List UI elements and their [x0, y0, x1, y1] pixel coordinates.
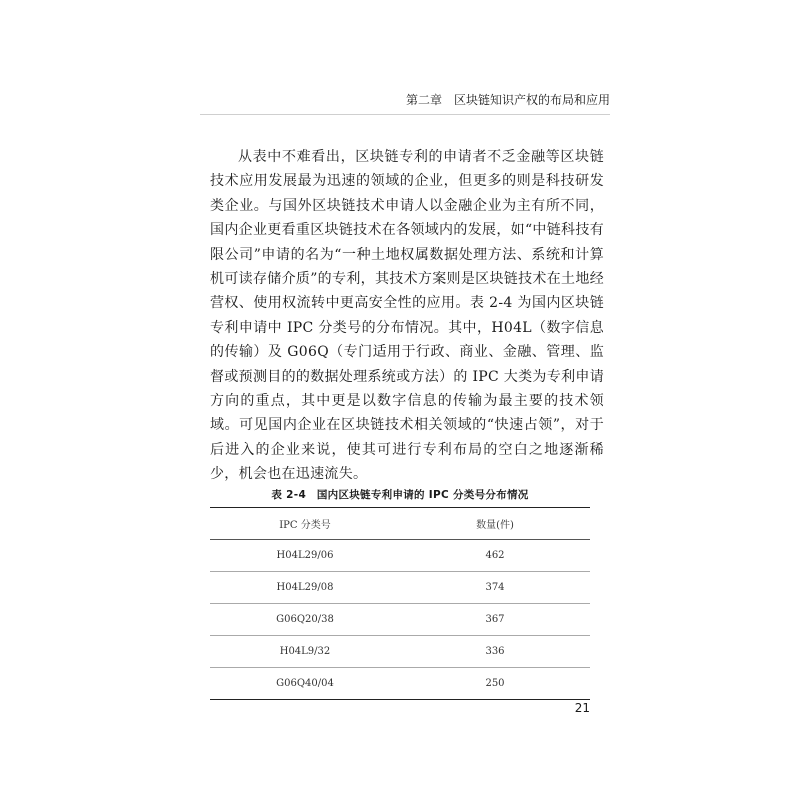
table-row: [210, 572, 590, 604]
running-header: 第二章 区块链知识产权的布局和应用: [405, 93, 610, 107]
table-caption: 表 2-4 国内区块链专利申请的 IPC 分类号分布情况: [271, 489, 529, 501]
header-rule: [200, 114, 610, 115]
ipc-distribution-table: [210, 507, 590, 700]
ipc-code-cell: G06Q40/04: [210, 668, 400, 700]
body-text: [210, 145, 604, 487]
column-header-count: 数量(件): [400, 508, 590, 540]
count-cell: 250: [400, 668, 590, 700]
body-paragraph: 从表中不难看出，区块链专利的申请者不乏金融等区块链技术应用发展最为迅速的领域的企业，但更多的则是科技研发类企业。与国外区块链技术申请人以金融企业为主有所不同，国内企业更看重区块链技术在各领域内的发展，如“中链科技有限公司”申请的名为“一种土地权属数据处理方法、系统和计算机可读存储介质”的专利，其技术方案则是区块链技术在土地经营权、使用权流转中更高安全性的应用。表 2-4 为国内区块链专利申请中 IPC 分类号的分布情况。其中，H04L（数字信息的传输）及 G06Q（专门适用于行政、商业、金融、管理、监督或预测目的的数据处理系统或方法）的 IPC 大类为专利申请方向的重点，其中更是以数字信息的传输为最主要的技术领域。可见国内企业在区块链技术相关领域的“快速占领”，对于后进入的企业来说，使其可进行专利布局的空白之地逐渐稀少，机会也在迅速流失。: [210, 149, 604, 483]
table-header-row: [210, 508, 590, 540]
count-cell: 367: [400, 604, 590, 636]
table-row: [210, 540, 590, 572]
ipc-code-cell: H04L29/08: [210, 572, 400, 604]
count-cell: 336: [400, 636, 590, 668]
column-header-ipc: IPC 分类号: [210, 508, 400, 540]
table-row: [210, 604, 590, 636]
count-cell: 374: [400, 572, 590, 604]
table-row: [210, 668, 590, 700]
table-row: [210, 636, 590, 668]
ipc-code-cell: H04L9/32: [210, 636, 400, 668]
count-cell: 462: [400, 540, 590, 572]
ipc-code-cell: H04L29/06: [210, 540, 400, 572]
page-number: 21: [574, 701, 590, 715]
ipc-code-cell: G06Q20/38: [210, 604, 400, 636]
